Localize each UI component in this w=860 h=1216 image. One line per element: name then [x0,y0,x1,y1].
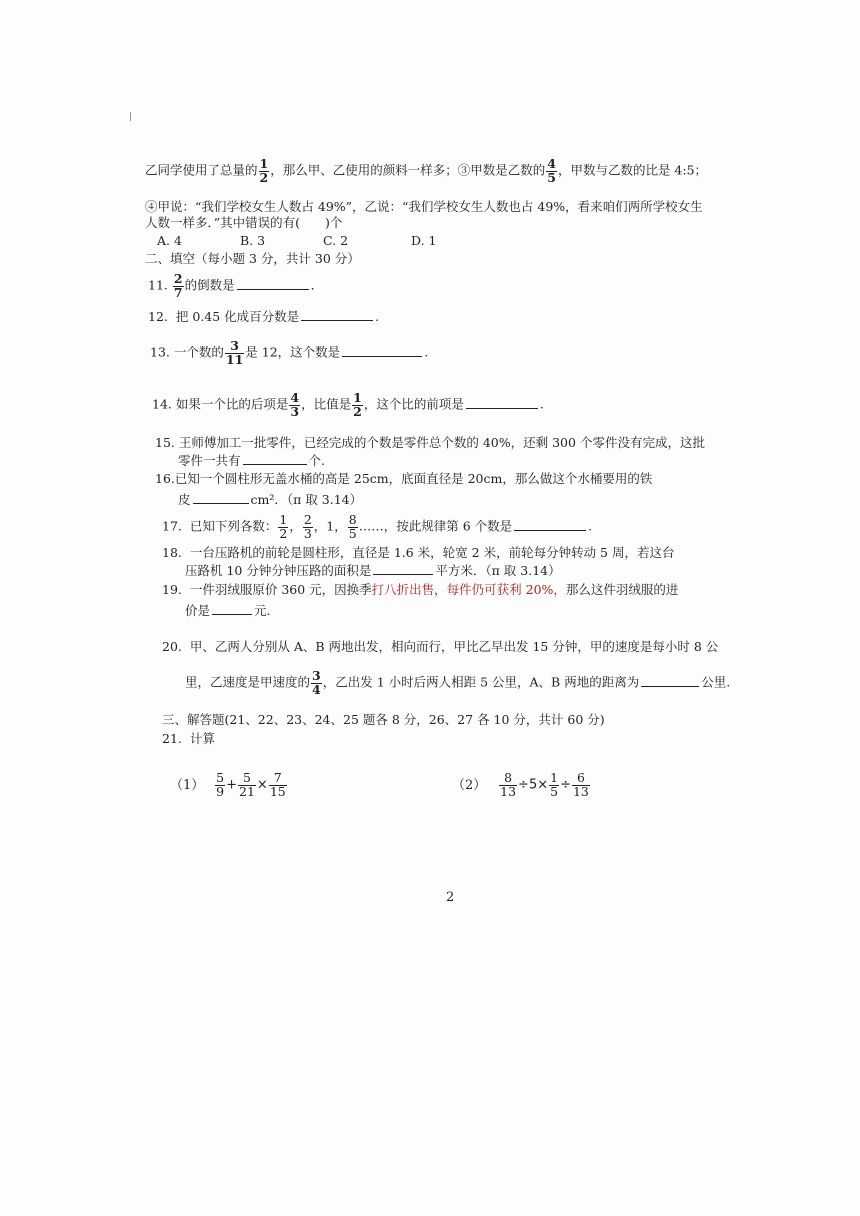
q18-line2: 压路机 10 分钟分钟压路的面积是 平方米．（π 取 3.14） [185,563,561,578]
q17: 17. 已知下列各数： $\frac{1}{2}$ ， $\frac{2}{3}$ ，1， $\frac{8}{5}$ ……，按此规律第 6 个数是 . [162,512,593,541]
fraction: $\frac{4}{3}$ [290,390,300,419]
fraction: $\frac{1}{5}$ [550,770,559,799]
fraction: $\frac{3}{4}$ [312,668,321,697]
text: ，那么甲、乙使用的颜料一样多；③甲数是乙数的 [270,162,546,178]
page-number: 2 [446,890,455,905]
fraction: $\frac{2}{7}$ [173,271,183,300]
answer-blank[interactable] [212,602,252,615]
answer-blank[interactable] [342,344,422,357]
q13: 13. 一个数的 $\frac{3}{11}$ 是 12，这个数是 . [150,338,429,367]
fraction: $\frac{8}{13}$ [500,770,517,799]
q20-line1: 20. 甲、乙两人分别从 A、B 两地出发，相向而行，甲比乙早出发 15 分钟，甲的速度是每小时 8 公 [162,639,719,654]
q10-line3: 人数一样多．”其中错误的有( )个 [145,215,343,230]
scan-mark [130,112,131,121]
q12: 12. 把 0.45 化成百分数是 . [148,309,380,324]
q21-part2: （2） $\frac{8}{13}$ ÷5× $\frac{1}{5}$ ÷ $\frac{6}{13}$ [452,770,589,799]
q11: 11. $\frac{2}{7}$ 的倒数是 ． [148,271,324,300]
q16-line2: 皮 cm²．（π 取 3.14） [178,492,363,507]
answer-blank[interactable] [641,674,699,687]
answer-blank[interactable] [193,491,249,504]
fraction: $\frac{2}{3}$ [303,512,312,541]
fraction: $\frac{4}{5}$ [547,156,556,185]
fraction: $\frac{6}{13}$ [572,770,589,799]
fraction: $\frac{1}{2}$ [279,512,288,541]
q20-line2: 里，乙速度是甲速度的 $\frac{3}{4}$ ，乙出发 1 小时后两人相距 5 公里，A、B 两地的距离为 公里. [185,668,731,697]
text: 乙同学使用了总量的 [145,162,258,178]
q16-line1: 16.已知一个圆柱形无盖水桶的高是 25cm，底面直径是 20cm，那么做这个水桶要用的铁 [155,471,653,486]
q21-heading: 21. 计算 [162,731,215,746]
highlighted-text: 打八折出售，每件仍可获利 20%， [371,582,566,597]
section-2-heading: 二、填空（每小题 3 分，共计 30 分） [145,251,360,266]
q14: 14. 如果一个比的后项是 $\frac{4}{3}$ ，比值是 $\frac{1}{2}$ ，这个比的前项是 . [152,390,544,419]
fraction: $\frac{3}{11}$ [225,338,244,367]
q21-part1: （1） $\frac{5}{9}$ + $\frac{5}{21}$ × $\frac{7}{15}$ [170,770,286,799]
fraction: $\frac{5}{21}$ [239,770,255,799]
answer-blank[interactable] [514,518,586,531]
q19-line1: 19. 一件羽绒服原价 360 元，因换季打八折出售，每件仍可获利 20%，那么这件羽绒服的进 [162,582,679,597]
answer-blank[interactable] [237,277,309,290]
fraction: $\frac{1}{2}$ [259,156,269,185]
fraction: $\frac{8}{5}$ [348,512,357,541]
answer-blank[interactable] [373,562,433,575]
q10-option-d: D. 1 [411,233,437,248]
answer-blank[interactable] [301,308,373,321]
fraction: $\frac{1}{2}$ [353,390,362,419]
q10-option-b: B. 3 [240,233,266,248]
q10-option-c: C. 2 [323,233,349,248]
q10-option-a: A. 4 [157,233,182,248]
q15-line1: 15. 王师傅加工一批零件，已经完成的个数是零件总个数的 40%，还剩 300 个零件没有完成，这批 [155,435,705,450]
q15-line2: 零件一共有 个. [178,453,325,468]
text: ，甲数与乙数的比是 4:5； [557,162,708,178]
section-3-heading: 三、解答题(21、22、23、24、25 题各 8 分，26、27 各 10 分，共计 60 分) [162,712,605,727]
answer-blank[interactable] [466,396,538,409]
q18-line1: 18. 一台压路机的前轮是圆柱形，直径是 1.6 米，轮宽 2 米，前轮每分钟转动 5 周，若这台 [162,545,675,560]
fraction: $\frac{7}{15}$ [269,770,286,799]
fraction: $\frac{5}{9}$ [216,770,225,799]
q10-line2: ④甲说：“我们学校女生人数占 49%”，乙说：“我们学校女生人数也占 49%，看来咱们两所学校女生 [145,199,703,214]
q19-line2: 价是 元. [185,603,271,618]
answer-blank[interactable] [243,452,307,465]
q10-line1 [145,158,707,184]
